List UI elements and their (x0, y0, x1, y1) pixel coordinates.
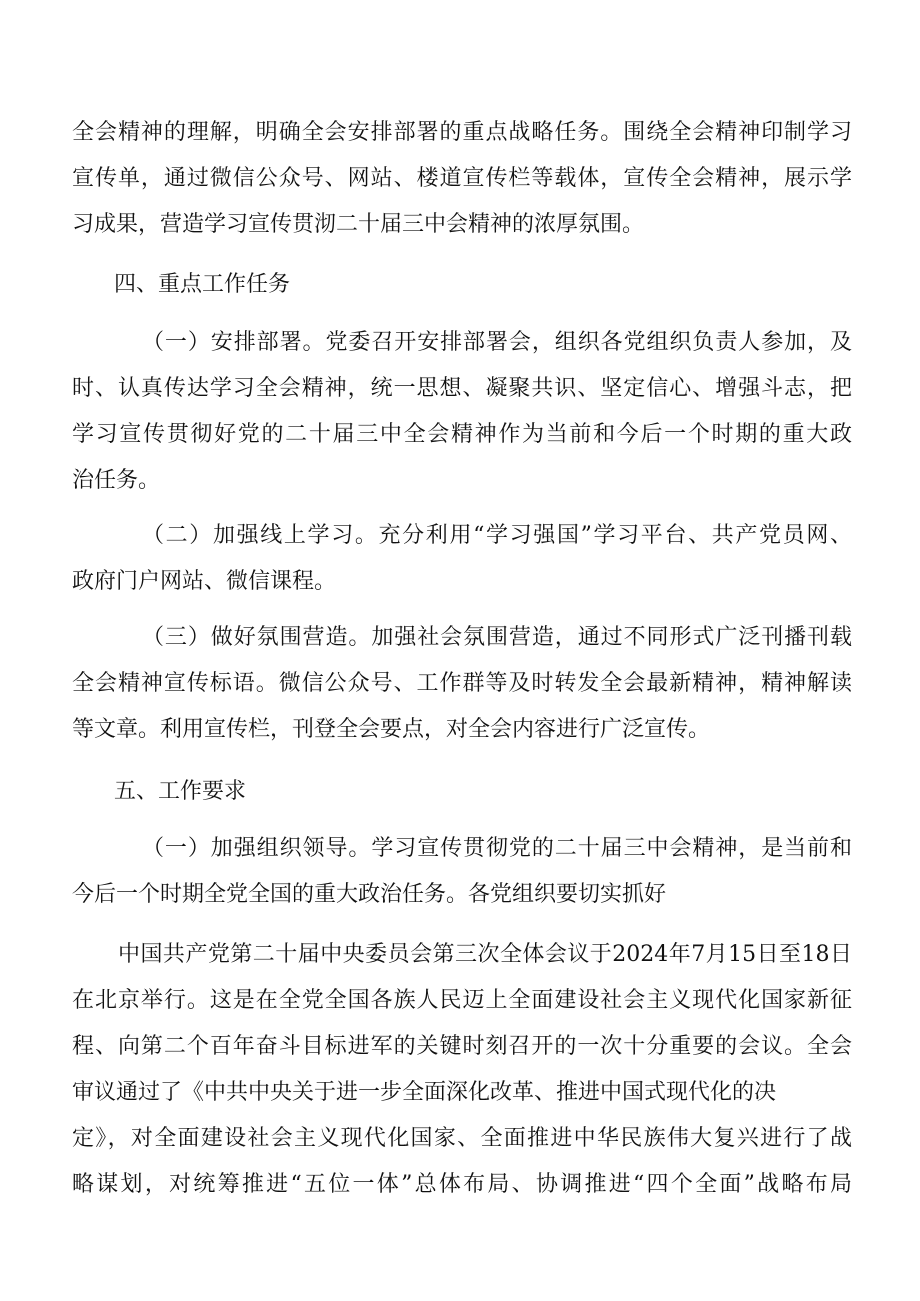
s4-item1-line-1: （一）安排部署。党委召开安排部署会，组织各党组织负责人参加，及 (142, 330, 852, 355)
intro-line-3: 习成果，营造学习宣传贯沏二十届三中会精神的浓厚氛围。 (72, 212, 645, 237)
s4-item2-line-2: 政府门户网站、微信课程。 (72, 569, 337, 594)
s4-item3-line-1: （三）做好氛围营造。加强社会氛围营造，通过不同形式广泛刊播刊载 (142, 625, 852, 650)
closing-line-3: 程、向第二个百年奋斗目标进军的关键时刻召开的一次十分重要的会议。全会 (72, 1034, 852, 1059)
intro-line-2: 宣传单，通过微信公众号、网站、楼道宣传栏等载体，宣传全会精神，展示学 (72, 166, 852, 191)
closing-line-6: 略谋划，对统筹推进“五位一体”总体布局、协调推进“四个全面”战略布局 (72, 1172, 852, 1197)
intro-line-1: 全会精神的理解，明确全会安排部署的重点战略任务。围绕全会精神印制学习 (72, 120, 852, 145)
s4-item1-line-4: 治任务。 (72, 468, 161, 493)
section-heading-4: 四、重点工作任务 (114, 272, 291, 297)
closing-line-2: 在北京举行。这是在全党全国各族人民迈上全面建设社会主义现代化国家新征 (72, 988, 852, 1013)
s4-item1-line-3: 学习宣传贯彻好党的二十届三中全会精神作为当前和今后一个时期的重大政 (72, 422, 852, 447)
s4-item3-line-2: 全会精神宣传标语。微信公众号、工作群等及时转发全会最新精神，精神解读 (72, 671, 852, 696)
s4-item1-line-2: 时、认真传达学习全会精神，统一思想、凝聚共识、坚定信心、增强斗志，把 (72, 376, 852, 401)
section-heading-5: 五、工作要求 (114, 779, 247, 804)
s4-item3-line-3: 等文章。利用宣传栏，刊登全会要点，对全会内容进行广泛宣传。 (72, 717, 711, 742)
s5-item1-line-2: 今后一个时期全党全国的重大政治任务。各党组织要切实抓好 (72, 882, 667, 907)
closing-line-1: 中国共产党第二十届中央委员会第三次全体会议于2024年7月15日至18日 (118, 942, 852, 967)
s4-item2-line-1: （二）加强线上学习。充分利用“学习强国”学习平台、共产党员网、 (142, 523, 852, 548)
s5-item1-line-1: （一）加强组织领导。学习宣传贯彻党的二十届三中会精神，是当前和 (142, 836, 852, 861)
closing-line-5: 定》，对全面建设社会主义现代化国家、全面推进中华民族伟大复兴进行了战 (72, 1126, 852, 1151)
closing-line-4: 审议通过了《中共中央关于进一步全面深化改革、推进中国式现代化的决 (72, 1080, 777, 1105)
